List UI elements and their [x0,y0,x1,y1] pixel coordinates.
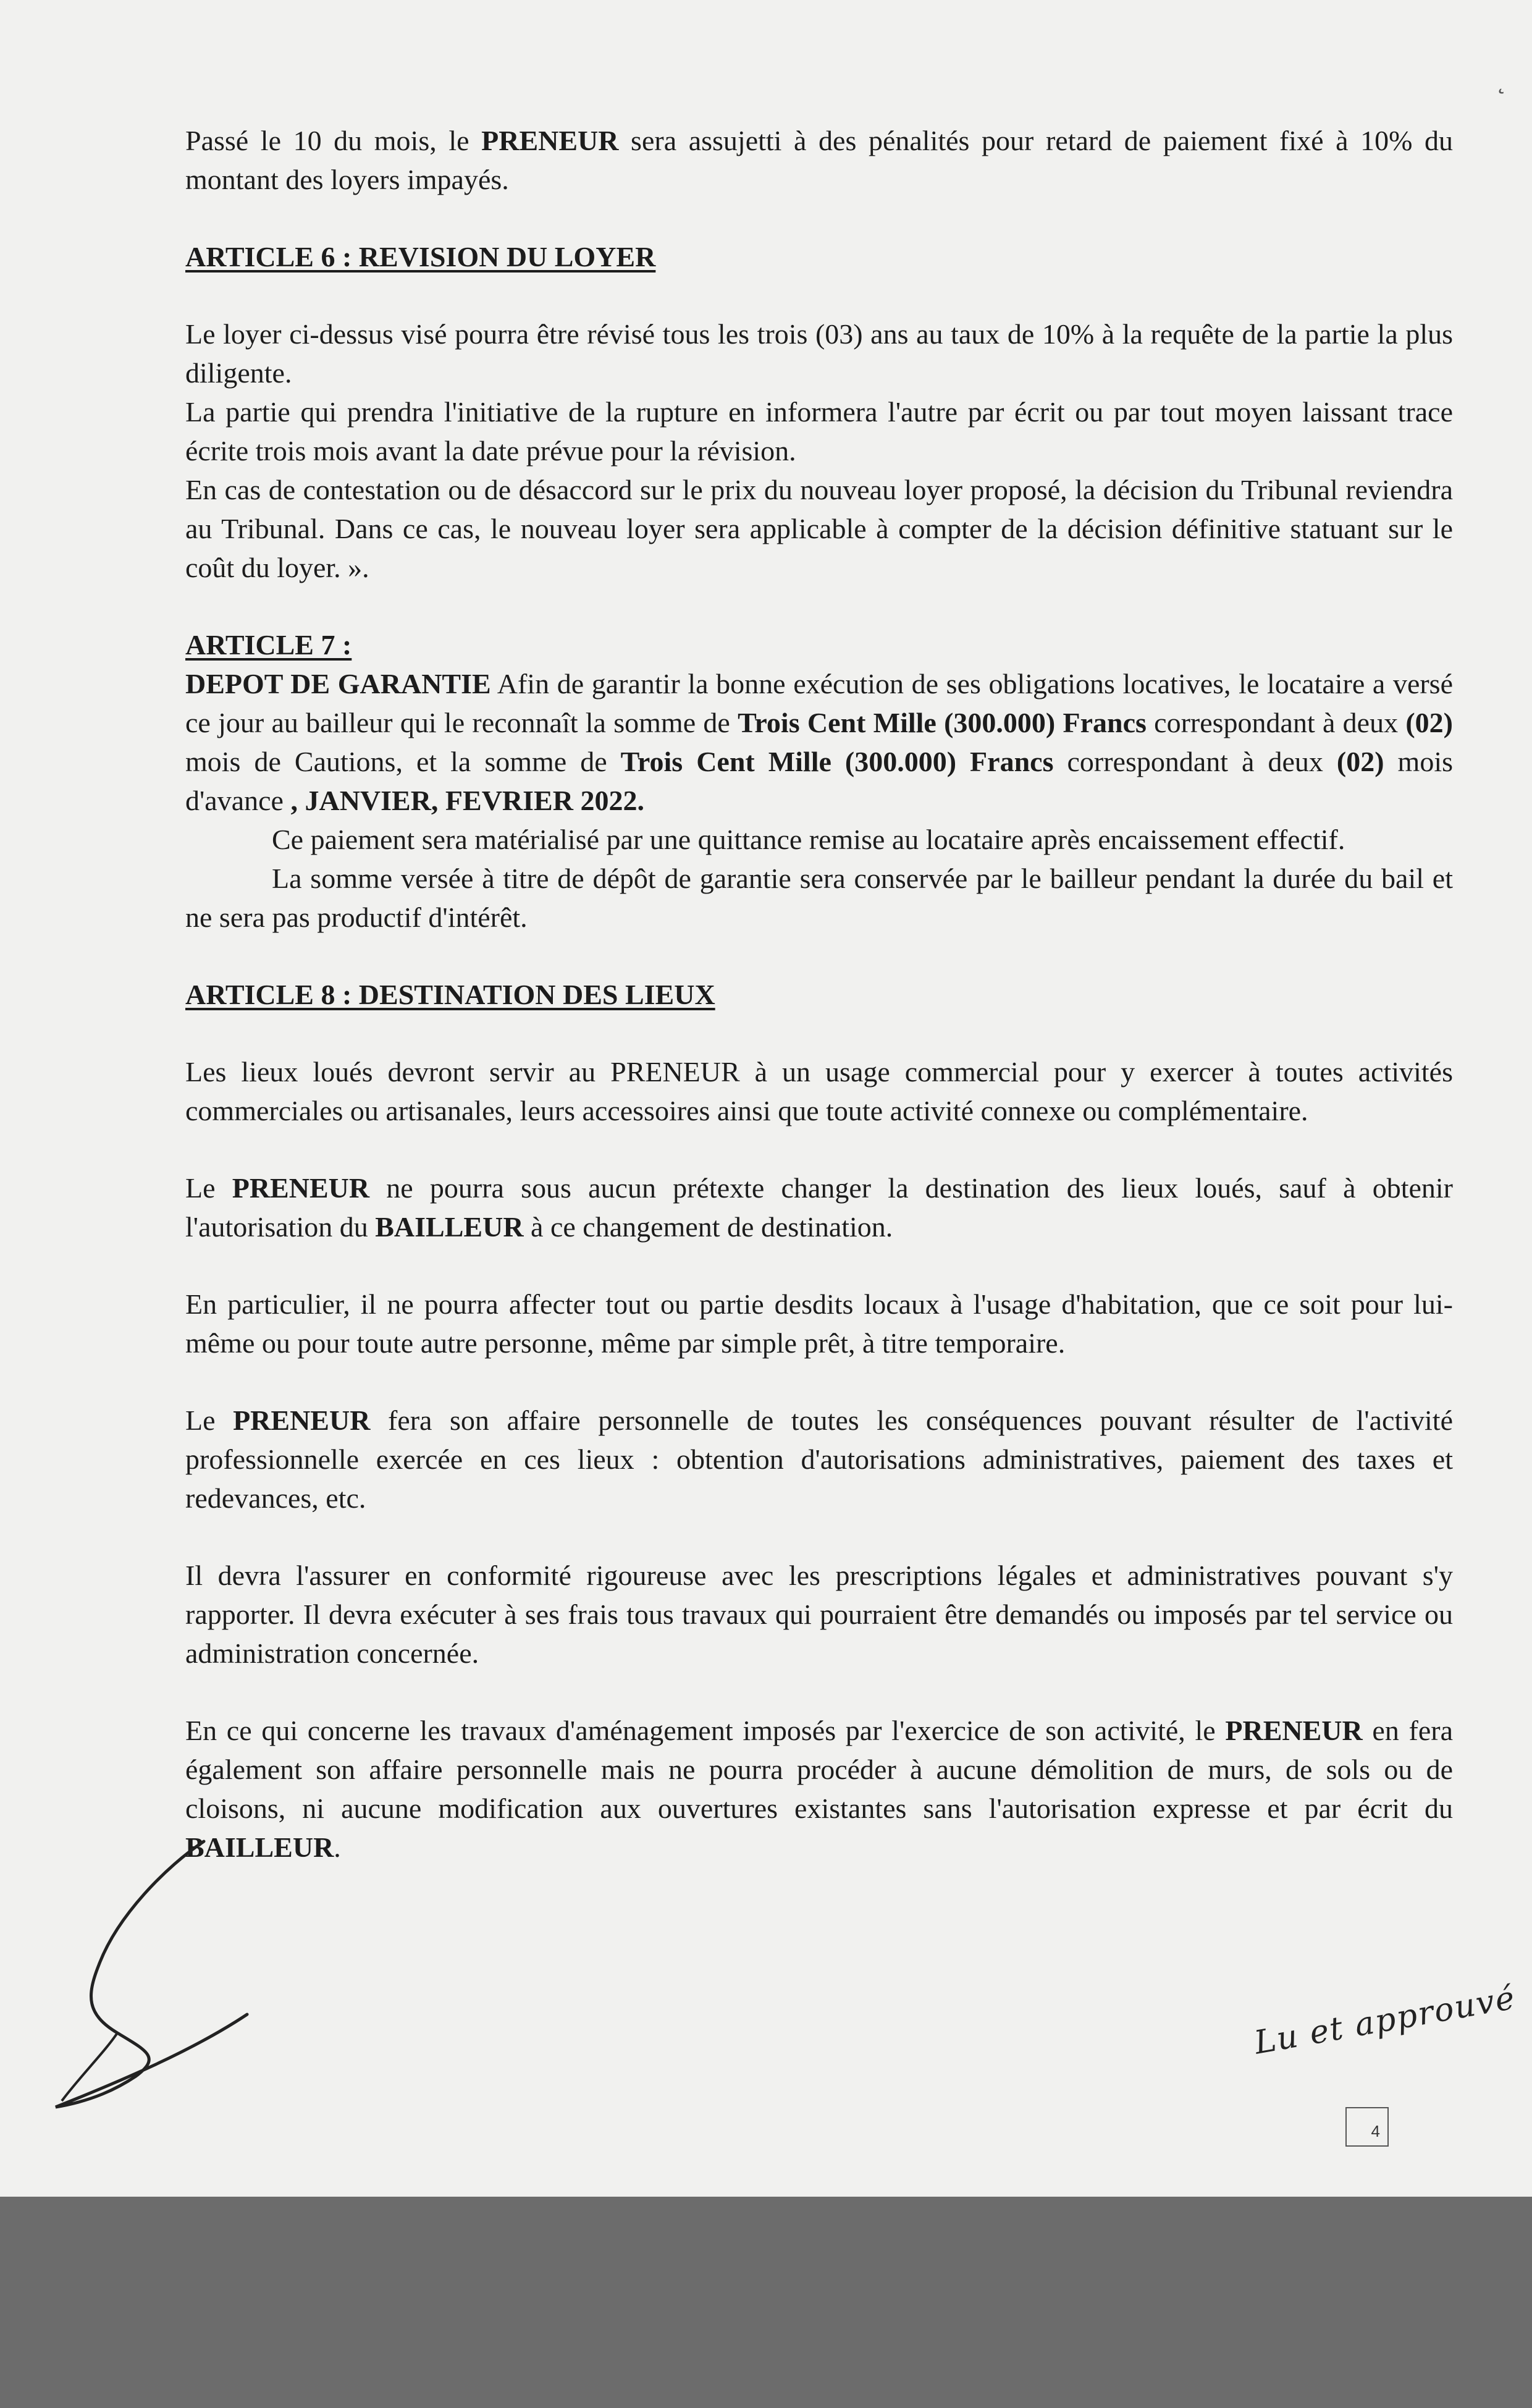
article-8-heading: ARTICLE 8 : DESTINATION DES LIEUX [185,979,715,1010]
article-8-paragraph-5: Il devra l'assurer en conformité rigoureuse avec les prescriptions légales et administratives pouvant s'y rapporter. Il devra exécuter à ses frais tous travaux qui pourraient être demandés ou imposés par tel service ou administration concernée. [185,1560,1453,1669]
handwritten-signature [43,1829,266,2113]
document-body [185,121,1453,1867]
handwritten-approval-note: Lu et approuvé [1252,1979,1519,2062]
late-payment-paragraph: Passé le 10 du mois, le PRENEUR sera assujetti à des pénalités pour retard de paiement fixé à 10% du montant des loyers impayés. [185,125,1454,195]
article-7-heading: ARTICLE 7 : [185,629,352,661]
article-6-paragraph-1: Le loyer ci-dessus visé pourra être révisé tous les trois (03) ans au taux de 10% à la requête de la partie la plus diligente. La partie qui prendra l'initiative de la rupture en informera l'autre par écrit ou par tout moyen laissant trace écrite trois mois avant la date prévue pour la révision. En cas de contestation ou de désaccord sur le prix du nouveau loyer proposé, la décision du Tribunal reviendra au Tribunal. Dans ce cas, le nouveau loyer sera applicable à compter de la décision définitive statuant sur le coût du loyer. ». [185,318,1453,583]
article-8-paragraph-1: Les lieux loués devront servir au PRENEUR à un usage commercial pour y exercer à toutes activités commerciales ou artisanales, leurs accessoires ainsi que toute activité connexe ou complémentaire. [185,1056,1453,1126]
deposit-amount: Trois Cent Mille (300.000) Francs [738,707,1147,738]
preneur-term: PRENEUR [481,125,619,156]
article-7-receipt-paragraph: Ce paiement sera matérialisé par une quittance remise au locataire après encaissement effectif. [272,824,1345,855]
advance-months: , JANVIER, FEVRIER 2022. [290,785,644,816]
article-7-deposit-retention-paragraph: La somme versée à titre de dépôt de garantie sera conservée par le bailleur pendant la durée du bail et ne sera pas productif d'intérêt. [185,863,1453,933]
article-6-heading: ARTICLE 6 : REVISION DU LOYER [185,241,656,272]
scan-background [0,2197,1532,2408]
deposit-subheading: DEPOT DE GARANTIE [185,668,491,699]
article-8-paragraph-6: En ce qui concerne les travaux d'aménagement imposés par l'exercice de son activité, le PRENEUR en fera également son affaire personnelle mais ne pourra procéder à aucune démolition de murs, de sols ou de cloisons, ni aucune modification aux ouvertures existantes sans l'autorisation expresse et par écrit du BAILLEUR. [185,1715,1454,1863]
page-number: 4 [1345,2107,1389,2147]
article-8-paragraph-4: Le PRENEUR fera son affaire personnelle de toutes les conséquences pouvant résulter de l'activité professionnelle exercée en ces lieux : obtention d'autorisations administratives, paiement des taxes et redevances, etc. [185,1405,1453,1514]
scan-corner-mark: ˛ [1495,67,1507,95]
article-8-paragraph-3: En particulier, il ne pourra affecter tout ou partie desdits locaux à l'usage d'habitation, que ce soit pour lui-même ou pour toute autre personne, même par simple prêt, à titre temporaire. [185,1288,1453,1359]
article-7-block: ARTICLE 7 : DEPOT DE GARANTIE Afin de garantir la bonne exécution de ses obligations locatives, le locataire a versé ce jour au bailleur qui le reconnaît la somme de Trois Cent Mille (300.000) Francs correspondant à deux (02) mois de Cautions, et la somme de Trois Cent Mille (300.000) Francs correspondant à deux (02) mois d'avance , JANVIER, FEVRIER 2022. [185,629,1453,816]
advance-amount: Trois Cent Mille (300.000) Francs [620,746,1054,777]
article-8-paragraph-2: Le PRENEUR ne pourra sous aucun prétexte changer la destination des lieux loués, sauf à obtenir l'autorisation du BAILLEUR à ce changement de destination. [185,1172,1453,1243]
